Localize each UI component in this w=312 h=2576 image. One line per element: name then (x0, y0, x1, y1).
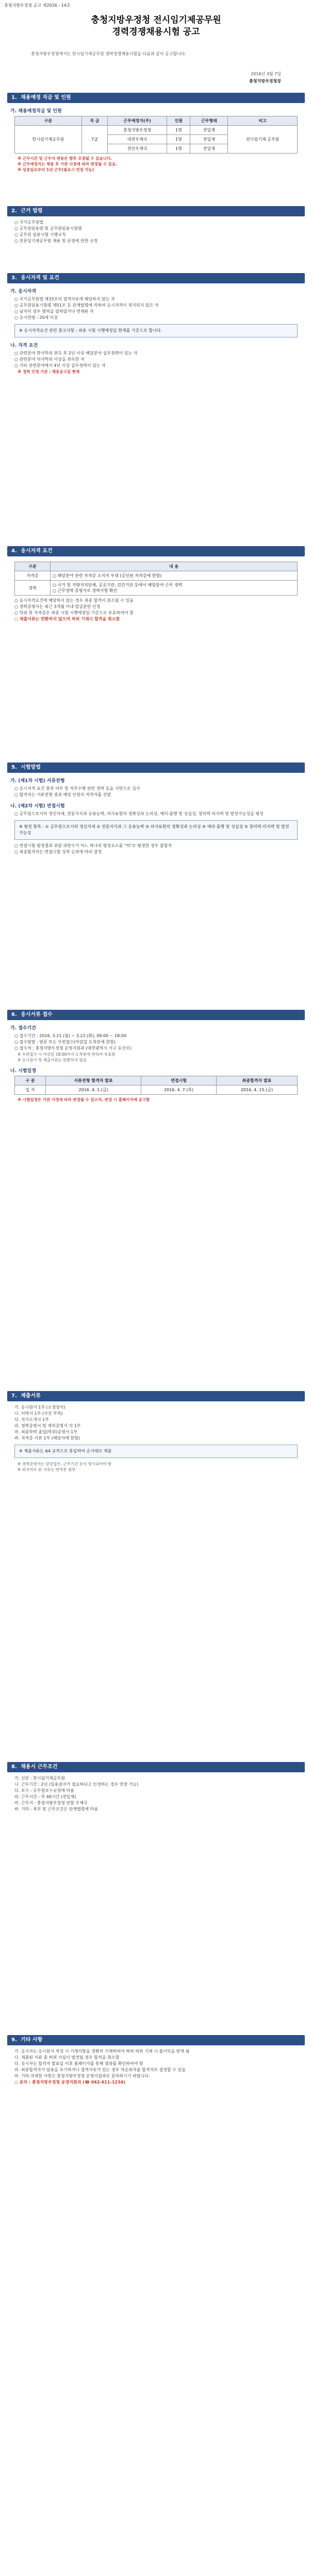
table-header: 구분 (15, 562, 51, 571)
text-line: ○ 공무원 임용시험 시행규칙 (14, 232, 66, 237)
section-number: 5. (11, 765, 17, 770)
section-title: 응시서류 접수 (21, 1012, 53, 1018)
notice-number: 충청지방우정청 공고 제2016 - 14호 (4, 3, 71, 8)
section-title: 제출서류 (21, 1393, 41, 1399)
section-title: 기타 사항 (21, 2037, 43, 2043)
note-line: ※ 외국어로 된 서류는 번역본 첨부 (18, 1467, 76, 1472)
title-line-2: 경력경쟁채용시험 공고 (112, 27, 200, 37)
section-6 (7, 1010, 305, 1103)
text-line: 가. 응시자는 응시원서 작성 시 기재사항을 정확히 기재하여야 하며 허위 기재 시 불이익을 받게 됨 (14, 2049, 190, 2054)
text-line: ○ 접수처 : 충청지방우정청 운영지원과 (대전광역시 서구 둔산로) (14, 1046, 132, 1050)
section-number: 9. (11, 2037, 17, 2043)
section-2 (7, 206, 305, 244)
note-line: ※ 임용일로부터 1년 근무(필요시 연장 가능) (18, 167, 94, 172)
table-cell: 2016. 4. 1.(금) (45, 1086, 141, 1095)
table-cell: 1명 (167, 126, 190, 135)
table-cell: 2016. 4. 15.(금) (216, 1086, 297, 1095)
table-cell: 자격증 (15, 571, 51, 581)
section-number: 1. (11, 95, 17, 100)
section-7 (7, 1391, 305, 1472)
note-line: ※ 경력증명서는 담당업무, 근무기간 등이 명시되어야 함 (18, 1462, 112, 1466)
text-line: 마. 최종학력 졸업(학위)증명서 1부 (14, 1430, 77, 1434)
section-header (7, 273, 305, 283)
section-number: 2. (11, 208, 17, 214)
text-line: 다. 응시자는 합격자 발표일 이후 홈페이지를 통해 결과를 확인하여야 함 (14, 2061, 143, 2066)
section-4 (7, 546, 305, 622)
issuing-org: 충청지방우정청장 (249, 79, 281, 83)
section-title: 채용시 근무조건 (21, 1764, 58, 1770)
contact-line: ○ 문의 : 충청지방우정청 운영지원과 (☎ 042-611-1234) (14, 2080, 125, 2084)
section-5 (7, 762, 305, 855)
text-line: ○ 응시자격 요건 충족 여부 및 직무수행 관련 경력 등을 서면으로 심사 (14, 786, 140, 791)
table-header: 비고 (228, 116, 298, 126)
notice-date: 2016년 3월 7일 (251, 72, 281, 76)
table-header: 구분 (15, 116, 82, 126)
text-line: 다. 보수 : 공무원보수규정에 따름 (14, 1788, 74, 1793)
table-header: 근무형태 (190, 116, 228, 126)
text-line: ○ 접수기간 : 2016. 3.21.(월) ~ 3.22.(화), 09:00 ~ 18:00 (14, 1033, 127, 1038)
section-header (7, 2035, 305, 2045)
text-line: 다. 자기소개서 1부 (14, 1417, 49, 1422)
section-number: 3. (11, 275, 17, 281)
table-cell: 전시임기제 공무원 (228, 126, 298, 154)
section-3 (7, 273, 305, 375)
text-line: 나. 제출된 서류 중 허위 사실이 발견될 경우 합격을 취소함 (14, 2055, 120, 2060)
section-title: 응시자격 및 요건 (21, 275, 59, 281)
table-cell: 2016. 4. 7.(목) (141, 1086, 217, 1095)
table-header: 면접시험 (141, 1076, 217, 1086)
table-cell: 한시임기제공무원 (15, 126, 82, 154)
text-line: 가. 응시원서 1부 (소정양식) (14, 1405, 65, 1410)
table-row (15, 571, 298, 581)
table-cell: 충청지방우정청 (107, 126, 167, 135)
section-title: 근거 법령 (21, 208, 43, 214)
text-line: ○ 경력증명서는 최근 3개월 이내 발급분만 인정 (14, 604, 101, 609)
subsection-title: 나. 시험일정 (10, 1069, 37, 1074)
table-header: 최종합격자 발표 (216, 1076, 297, 1086)
subsection-title: 나. 자격 요건 (10, 343, 38, 348)
table-cell: 전일제 (190, 135, 228, 144)
text-line: ○ 공무원임용시험령 제51조 등 관계법령에 의하여 응시자격이 정지되지 않은 자 (14, 303, 159, 308)
table-cell: 1명 (167, 135, 190, 144)
table-cell: 천안우체국 (107, 144, 167, 154)
text-line: ○ 공무원임용령 및 공무원임용시험령 (14, 226, 82, 231)
positions-table (14, 116, 298, 154)
section-1 (7, 93, 305, 173)
section-header (7, 1762, 305, 1772)
table-row (15, 1086, 298, 1095)
table-cell: 1명 (167, 144, 190, 154)
table-header: 직 급 (81, 116, 107, 126)
note-line: ※ 응시원서 및 제출서류는 반환하지 않음 (18, 1058, 87, 1062)
text-line: 가. 신분 : 한시임기제공무원 (14, 1776, 65, 1781)
text-line: ○ 최종합격자는 면접시험 성적 순위에 따라 결정 (14, 850, 102, 854)
requirements-table (14, 562, 298, 596)
section-title: 응시자격 요건 (21, 548, 53, 554)
text-line: ○ 응시자격요건에 해당하지 않는 경우 최종 합격이 취소될 수 있음 (14, 598, 134, 603)
section-number: 6. (11, 1012, 17, 1018)
text-line: 라. 최종합격자가 임용을 포기하거나 결격사유가 있는 경우 차순위자를 합격자로 결정할 수 있음 (14, 2067, 186, 2072)
section-header (7, 1010, 305, 1020)
table-cell: ○ 국가 및 지방자치단체, 공공기관, 민간기관 등에서 해당분야 근무 경력 ○ 근무경력 증명서로 경력사항 확인 (51, 581, 298, 596)
section-title: 시험방법 (21, 765, 41, 770)
section-header (7, 762, 305, 773)
info-box: ※ 제출서류는 A4 규격으로 통일하여 순서대로 제출 (14, 1445, 298, 1458)
section-title: 채용예정 직급 및 인원 (21, 95, 71, 100)
table-cell: 일 자 (15, 1086, 46, 1095)
table-header: 근무예정지(주) (107, 116, 167, 126)
info-box: ※ 평정 항목 : ① 공무원으로서의 정신자세 ② 전문지식과 그 응용능력 ③ 의사표현의 정확성과 논리성 ④ 예의·품행 및 성실성 ⑤ 창의력·의지력 및 발전가능성 (14, 820, 298, 840)
text-line: 바. 자격증 사본 1부 (해당자에 한함) (14, 1436, 80, 1440)
note-line: ※ 근무시간 및 근무지 변동은 향후 조정될 수 있습니다. (18, 156, 112, 161)
note-line: ※ 경력 인정 기준 : 채용공고일 현재 (18, 369, 80, 374)
text-line: 나. 근무기간 : 2년 (임용권자가 필요하다고 인정하는 경우 연장 가능) (14, 1782, 139, 1787)
text-line: ○ 관련분야 학사학위 취득 후 2년 이상 해당분야 실무경력이 있는 자 (14, 351, 138, 355)
subsection-title: 가. 응시자격 (10, 289, 37, 294)
section-number: 4. (11, 548, 17, 554)
table-row (15, 581, 298, 596)
subsection-title: 가. 접수기간 (10, 1026, 37, 1031)
text-line: ○ 접수방법 : 방문 또는 우편접수(마감일 도착분에 한함) (14, 1040, 116, 1044)
subsection-title: 가. 채용예정직급 및 인원 (10, 109, 62, 114)
page-title (0, 14, 312, 38)
table-cell: 경력 (15, 581, 51, 596)
intro-text: 충청지방우정청에서는 한시임기제공무원 경력경쟁채용시험을 다음과 같이 공고합니다. (31, 52, 187, 56)
section-9 (7, 2035, 305, 2086)
info-box: ※ 응시자격요건 관련 참고사항 : 최종 시험 시행예정일 현재를 기준으로 합니다. (14, 324, 298, 337)
text-line: ○ 남자의 경우 병역을 필하였거나 면제된 자 (14, 309, 94, 314)
text-line: ○ 면접시험 평정결과 위원 과반수가 어느 하나의 평정요소를 "하"로 평정한 경우 불합격 (14, 843, 172, 848)
text-line: ○ 응시연령 : 20세 이상 (14, 315, 58, 320)
subsection-title: 가. (제1차 시험) 서류전형 (10, 778, 65, 784)
table-header: 구 분 (15, 1076, 46, 1086)
table-header: 인원 (167, 116, 190, 126)
text-line: ○ 국가공무원법 (14, 220, 43, 225)
text-line: 나. 이력서 1부 (사진 부착) (14, 1411, 63, 1416)
text-line: ○ 기타 관련분야에서 4년 이상 실무경력이 있는 자 (14, 363, 106, 368)
table-cell: 전일제 (190, 126, 228, 135)
note-line: ※ 시험일정은 기관 사정에 따라 변경될 수 있으며, 변경 시 홈페이지에 공고함 (18, 1097, 150, 1102)
text-line: ○ 전문임기제공무원 채용 및 운영에 관한 규정 (14, 239, 98, 243)
section-number: 8. (11, 1764, 17, 1770)
schedule-table (14, 1076, 298, 1095)
table-header: 서류전형 합격자 발표 (45, 1076, 141, 1086)
table-cell: 전일제 (190, 144, 228, 154)
section-header (7, 1391, 305, 1401)
text-line: ○ 관련분야 석사학위 이상을 취득한 자 (14, 357, 85, 362)
section-header (7, 93, 305, 103)
section-header (7, 206, 305, 216)
subsection-title: 나. (제2차 시험) 면접시험 (10, 804, 65, 809)
text-line: ○ 제출서류는 반환하지 않으며 허위 기재시 합격을 취소함 (14, 617, 120, 621)
text-line: ○ 국가공무원법 제33조의 결격사유에 해당하지 않는 자 (14, 297, 115, 301)
table-cell: 대전우체국 (107, 135, 167, 144)
note-line: ※ 근무예정지는 채용 후 기관 사정에 따라 변경될 수 있음. (18, 162, 118, 166)
title-line-1: 충청지방우정청 전시임기제공무원 (91, 15, 221, 25)
text-line: ○ 합격자는 서류전형 결과 해당 인원의 적격자를 선발 (14, 792, 111, 797)
table-row (15, 126, 298, 135)
text-line: 마. 근무지 : 충청지방우정청 관할 우체국 (14, 1801, 88, 1805)
table-header: 내 용 (51, 562, 298, 571)
text-line: 마. 기타 자세한 사항은 충청지방우정청 운영지원과로 문의하시기 바랍니다. (14, 2074, 150, 2078)
note-line: ※ 우편접수 시 마감일 18:00까지 도착분에 한하여 유효함 (18, 1052, 116, 1057)
text-line: 라. 경력증명서 및 재직증명서 각 1부 (14, 1423, 81, 1428)
text-line: ○ 공무원으로서의 정신자세, 전문지식과 응용능력, 의사표현의 정확성과 논리성, 예의·품행 및 성실성, 창의력·의지력 및 발전가능성을 평정 (14, 811, 264, 816)
section-header (7, 546, 305, 556)
text-line: ○ 학위 및 자격증은 최종 시험 시행예정일 기준으로 유효하여야 함 (14, 611, 134, 615)
text-line: 바. 기타 : 복무 및 근무조건은 관계법령에 따름 (14, 1807, 98, 1811)
table-cell: ○ 해당분야 관련 자격증 소지자 우대 (공인된 자격증에 한함) (51, 571, 298, 581)
table-cell: 7급 (81, 126, 107, 154)
section-8 (7, 1762, 305, 1812)
header-bar (0, 0, 312, 11)
section-number: 7. (11, 1393, 17, 1399)
text-line: 라. 근무시간 : 주 40시간 (전일제) (14, 1794, 76, 1799)
